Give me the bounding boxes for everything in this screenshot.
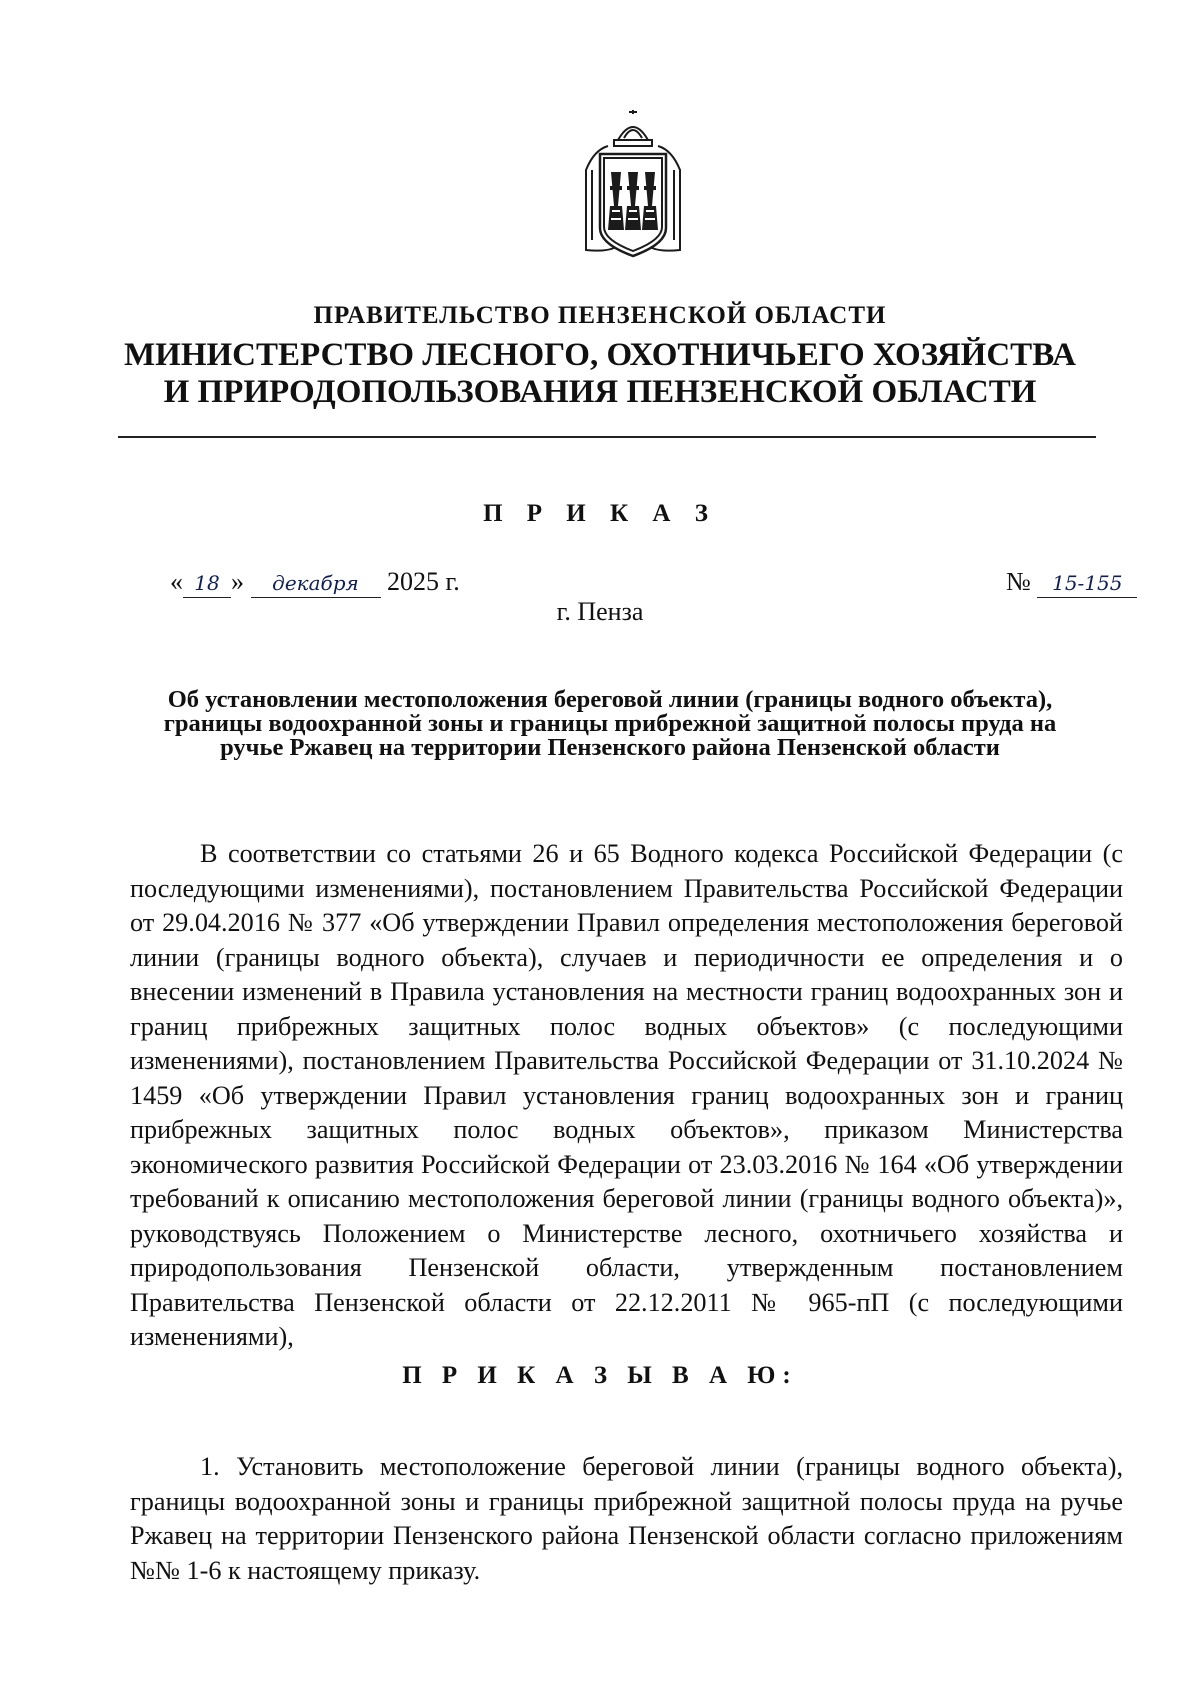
date-year: 2025 г. [387, 567, 460, 596]
decree-item-1: 1. Установить местоположение береговой линии (границы водного объекта), границы водоохранной зоны и границы прибрежной защитной полосы пруда на ручье Ржавец на территории Пензенского района Пензенской области согласно приложениям №№ 1-6 к настоящему приказу. [130, 1452, 1123, 1585]
ministry-name-line-1: МИНИСТЕРСТВО ЛЕСНОГО, ОХОТНИЧЬЕГО ХОЗЯЙСТВА [124, 337, 1076, 373]
date-close-quote: » [231, 567, 244, 596]
government-name: ПРАВИТЕЛЬСТВО ПЕНЗЕНСКОЙ ОБЛАСТИ [313, 302, 887, 329]
preamble-paragraph: В соответствии со статьями 26 и 65 Водного кодекса Российской Федерации (с последующими изменениями), постановлением Правительства Российской Федерации от 29.04.2016 № 377 «Об утверждении Правил определения местоположения береговой линии (границы водного объекта), случаев и периодичности ее определения и о внесении изменений в Правила установления на местности границ водоохранных зон и границ прибрежных защитных полос водных объектов» (с последующими изменениями), постановлением Правительства Российской Федерации от 31.10.2024 № 1459 «Об утверждении Правил установления границ водоохранных зон и границ прибрежных защитных полос водных объектов», приказом Министерства экономического развития Российской Федерации от 23.03.2016 № 164 «Об утверждении требований к описанию местоположения береговой линии (границы водного объекта)», руководствуясь Положением о Министерстве лесного, охотничьего хозяйства и природопользования Пензенской области, утвержденным постановлением Правительства Пензенской области от 22.12.2011 № 965-пП (с последующими изменениями), [130, 839, 1123, 1351]
date-day: 18 [183, 569, 231, 598]
date-open-quote: « [170, 567, 183, 596]
penza-region-coat-of-arms-icon [574, 110, 692, 260]
ministry-name-line-2: И ПРИРОДОПОЛЬЗОВАНИЯ ПЕНЗЕНСКОЙ ОБЛАСТИ [163, 374, 1037, 410]
order-city: г. Пенза [556, 597, 644, 626]
number-value: 15-155 [1037, 569, 1137, 598]
number-label: № [1006, 567, 1031, 596]
order-title: П Р И К А З [483, 500, 717, 527]
decree-heading: П Р И К А З Ы В А Ю: [402, 1362, 798, 1389]
date-month: декабря [251, 569, 381, 598]
order-date [170, 567, 460, 598]
header-divider [118, 436, 1096, 438]
order-subject: Об установлении местоположения береговой линии (границы водного объекта), границы водоохранной зоны и границы прибрежной защитной полосы пруда на ручье Ржавец на территории Пензенского района Пензенской области [163, 686, 1057, 761]
order-number [1006, 567, 1137, 598]
